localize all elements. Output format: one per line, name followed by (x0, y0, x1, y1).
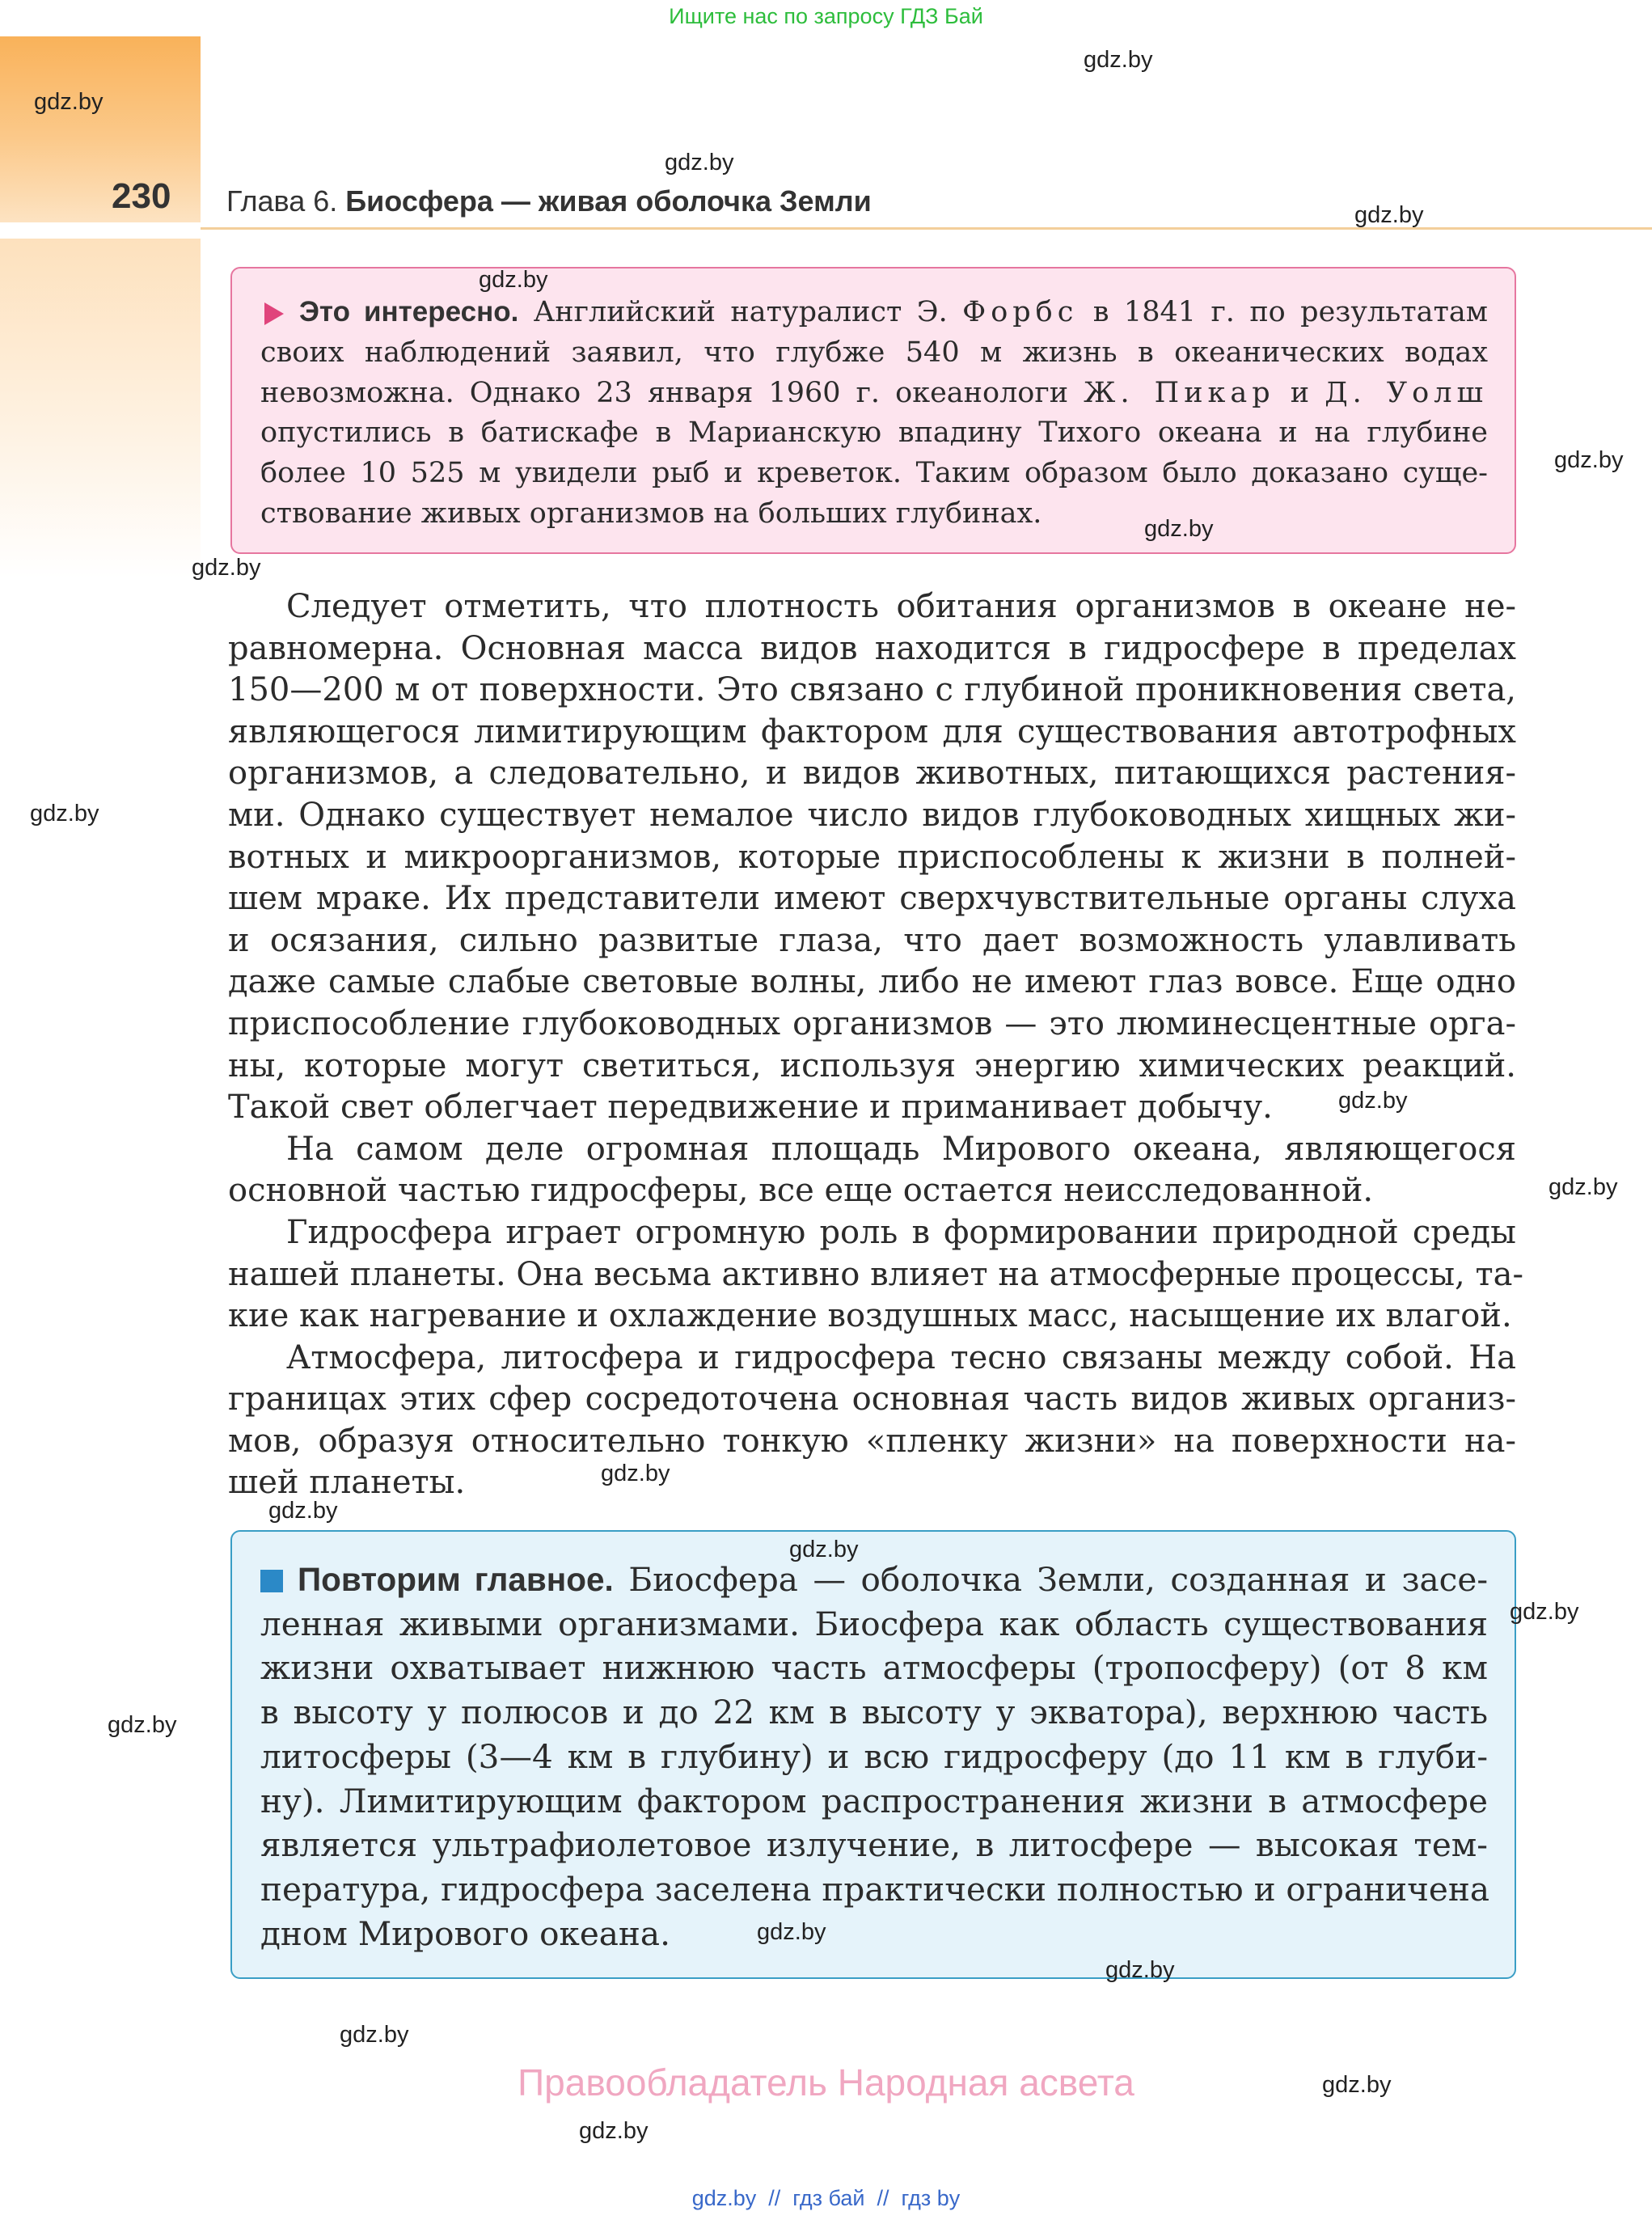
body-line: мов, образуя относительно тонкую «пленку жизни» на поверхности на- (228, 1422, 1516, 1460)
body-line: На самом деле огромная площадь Мирового океана, являющегося (286, 1130, 1516, 1168)
body-line: Атмосфера, литосфера и гидросфера тесно связаны между собой. На (286, 1338, 1516, 1376)
body-line: шем мраке. Их представители имеют сверхчувствительные органы слуха (228, 880, 1516, 918)
watermark: gdz.by (340, 2022, 409, 2048)
header-rule (201, 227, 1652, 230)
body-line: вотных и микроорганизмов, которые приспособлены к жизни в полней- (228, 838, 1516, 876)
summary-line: дном Мирового океана. (260, 1913, 670, 1953)
body-text (228, 586, 1523, 1504)
interesting-line: Это интересно. Английский натуралист Э. Форбс в 1841 г. по результатам (299, 296, 1488, 328)
chapter-title: Биосфера — живая оболочка Земли (345, 184, 872, 218)
scientist-name: Ж. Пикар (1084, 376, 1275, 409)
body-line: границах этих сфер сосредоточена основная часть видов живых организ- (228, 1380, 1516, 1419)
summary-line: в высоту у полюсов и до 22 км в высоту у экватора), верхнюю часть (260, 1693, 1488, 1732)
body-line: ми. Однако существует немалое число видов глубоководных хищных жи- (228, 796, 1516, 834)
watermark: gdz.by (1105, 1957, 1175, 1983)
body-line: основной частью гидросферы, все еще остается неисследованной. (228, 1172, 1374, 1210)
watermark: gdz.by (665, 150, 734, 175)
body-line: Такой свет облегчает передвижение и приманивает добычу. (228, 1089, 1273, 1127)
body-line: шей планеты. (228, 1464, 466, 1502)
body-line: и осязания, сильно развитые глаза, что дает возможность улавливать (228, 921, 1516, 959)
interesting-line: своих наблюдений заявил, что глубже 540 м жизнь в океанических водах (260, 336, 1488, 369)
summary-text (260, 1558, 1488, 1956)
watermark: gdz.by (1548, 1174, 1618, 1200)
body-line: Следует отметить, что плотность обитания организмов в океане не- (286, 588, 1516, 625)
watermark: gdz.by (108, 1712, 177, 1738)
watermark: gdz.by (1554, 447, 1624, 473)
watermark: gdz.by (1144, 516, 1214, 542)
body-line: приспособление глубоководных организмов — это люминесцентные орга- (228, 1004, 1516, 1042)
body-line: даже самые слабые световые волны, либо не имеют глаз вовсе. Еще одно (228, 963, 1516, 1001)
chapter-prefix: Глава 6. (226, 184, 338, 218)
top-search-link[interactable]: Ищите нас по запросу ГДЗ Бай (669, 4, 983, 28)
body-line: организмов, а следовательно, и видов животных, питающихся растения- (228, 755, 1516, 793)
summary-line: пература, гидросфера заселена практически полностью и ограничена (260, 1869, 1489, 1909)
watermark: gdz.by (579, 2118, 649, 2144)
body-line: ны, которые могут светиться, используя энергию химических реакций. (228, 1046, 1516, 1085)
summary-line: ну). Лимитирующим фактором распространения жизни в атмосфере (260, 1781, 1488, 1820)
body-line: равномерна. Основная масса видов находится в гидросфере в пределах (228, 629, 1516, 667)
summary-line: жизни охватывает нижнюю часть атмосферы (тропосферу) (от 8 км (260, 1648, 1488, 1688)
watermark: gdz.by (1084, 47, 1153, 73)
watermark: gdz.by (479, 267, 548, 293)
interesting-line: более 10 525 м увидели рыб и креветок. Таким образом было доказано суще- (260, 457, 1488, 490)
interesting-line: невозможна. Однако 23 января 1960 г. океанологи Ж. Пикар и Д. Уолш (260, 376, 1488, 409)
watermark: gdz.by (789, 1537, 859, 1562)
body-line: являющегося лимитирующим фактором для существования автотрофных (228, 712, 1516, 750)
summary-line: является ультрафиолетовое излучение, в литосфере — высокая тем- (260, 1825, 1488, 1865)
watermark: gdz.by (1510, 1599, 1579, 1625)
body-line: кие как нагревание и охлаждение воздушных масс, насыщение их влагой. (228, 1297, 1512, 1335)
watermark: gdz.by (268, 1498, 338, 1524)
body-line: 150—200 м от поверхности. Это связано с глубиной проникновения света, (228, 671, 1516, 709)
chapter-heading (226, 184, 872, 218)
summary-lead: Повторим главное. (298, 1561, 614, 1598)
watermark: gdz.by (601, 1461, 670, 1486)
summary-line: литосферы (3—4 км в глубину) и всю гидросферу (до 11 км в глуби- (260, 1736, 1488, 1776)
scientist-name: Форбс (962, 296, 1079, 328)
footer-links[interactable]: gdz.by // гдз бай // гдз by (691, 2186, 961, 2210)
body-line: Гидросфера играет огромную роль в формировании природной среды (286, 1213, 1516, 1251)
body-line: нашей планеты. Она весьма активно влияет на атмосферные процессы, та- (228, 1255, 1523, 1293)
interesting-line: ствование живых организмов на больших глубинах. (260, 497, 1042, 530)
watermark: gdz.by (757, 1919, 826, 1945)
watermark: gdz.by (30, 801, 99, 827)
scientist-name: Д. Уолш (1325, 376, 1488, 409)
interesting-lead: Это интересно. (299, 296, 519, 328)
watermark: gdz.by (1354, 202, 1424, 228)
watermark: gdz.by (1322, 2072, 1392, 2098)
watermark: gdz.by (34, 89, 104, 115)
copyright-notice: Правообладатель Народная асвета (518, 2061, 1134, 2103)
interesting-fact-text (260, 292, 1488, 535)
interesting-line: опустились в батискафе в Марианскую впадину Тихого океана и на глубине (260, 416, 1488, 450)
summary-line: Повторим главное. Биосфера — оболочка Земли, созданная и засе- (298, 1560, 1489, 1599)
watermark: gdz.by (1338, 1088, 1408, 1114)
page-number: 230 (112, 176, 171, 216)
summary-line: ленная живыми организмами. Биосфера как область существования (260, 1604, 1488, 1643)
watermark: gdz.by (192, 555, 261, 581)
page-side-strip (0, 239, 201, 578)
